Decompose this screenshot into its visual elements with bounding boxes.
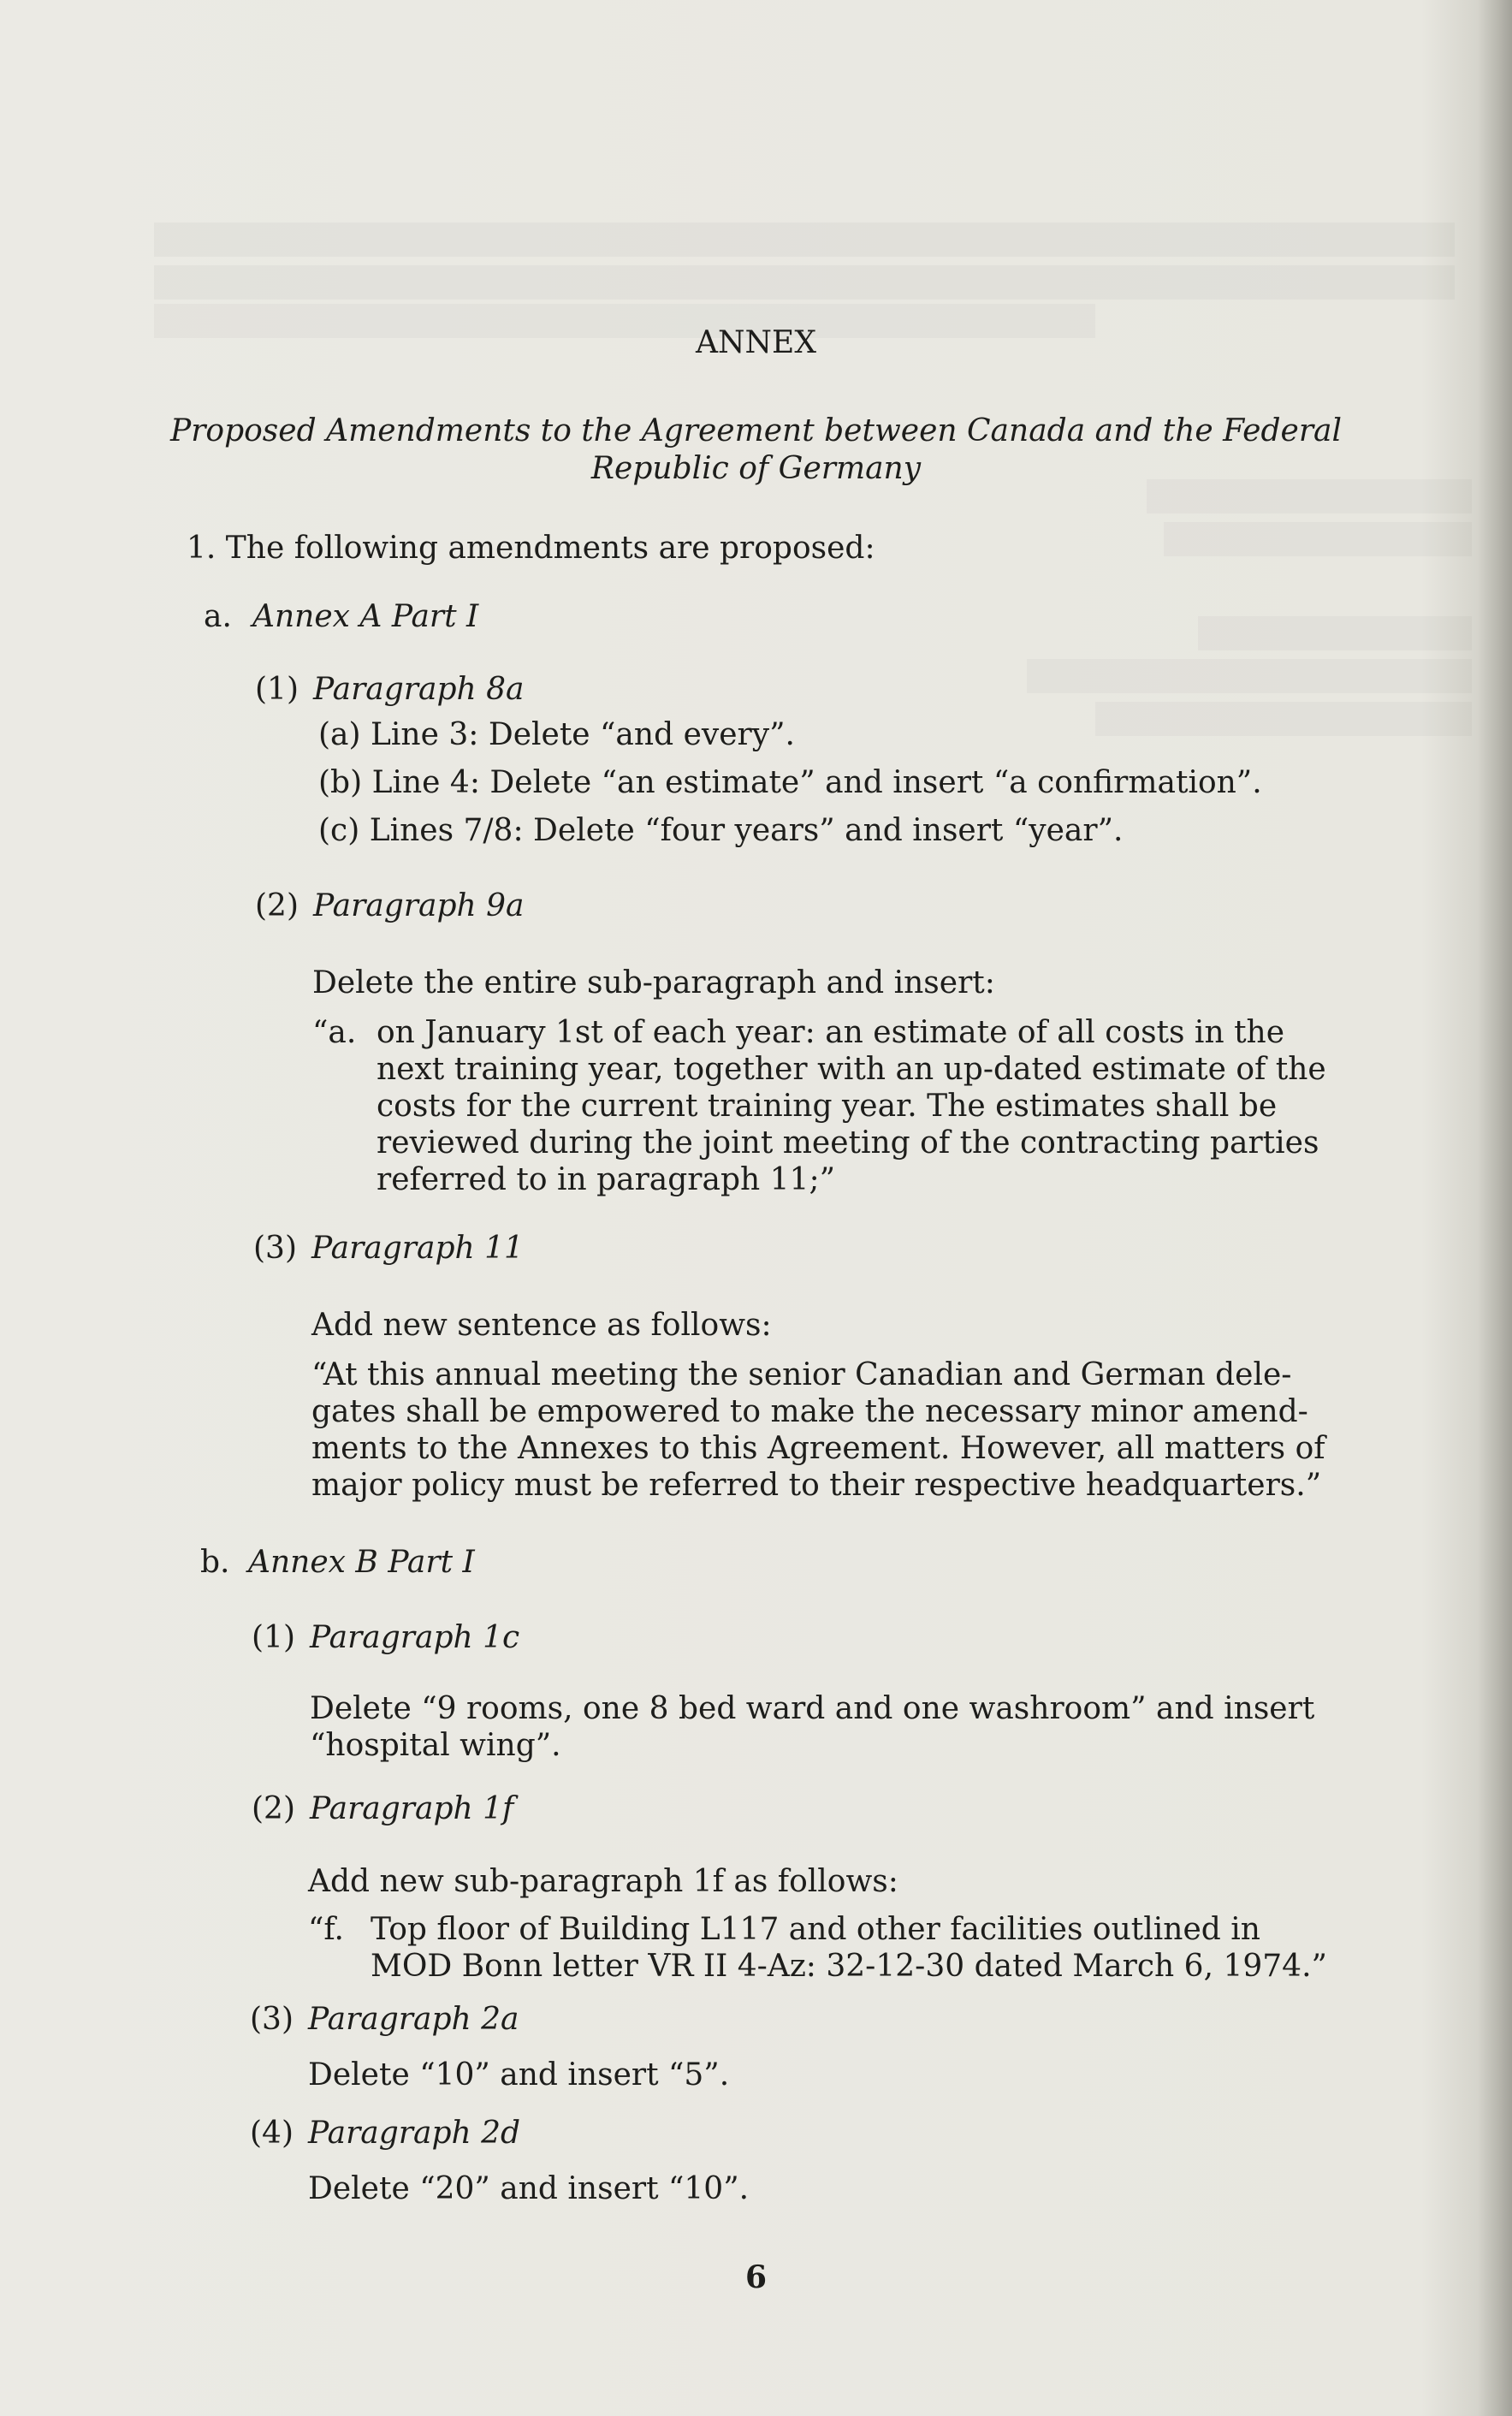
section-b-marker: b. [200,1545,230,1580]
a3-quote-line2: gates shall be empowered to make the necessary minor amend- [311,1394,1308,1429]
a3-instruction: Add new sentence as follows: [311,1308,772,1343]
a3-quote-line1: “At this annual meeting the senior Canadian and German dele- [311,1357,1292,1392]
a2-marker: (2) [255,888,299,923]
b2-title: Paragraph 1f [310,1791,514,1826]
a1-item-b: (b) Line 4: Delete “an estimate” and insert “a confirmation”. [318,765,1262,800]
a2-title: Paragraph 9a [313,888,525,923]
a1-title: Paragraph 8a [313,672,525,707]
a3-quote-line4: major policy must be referred to their respective headquarters.” [311,1468,1322,1503]
page-edge-shadow [1478,0,1512,2416]
page-number: 6 [744,2259,768,2295]
section-b-title: Annex B Part I [248,1545,475,1580]
a2-quote-line3: costs for the current training year. The estimates shall be [377,1089,1278,1124]
a3-marker: (3) [253,1231,297,1266]
a2-quote-line5: referred to in paragraph 11;” [377,1162,835,1197]
b1-marker: (1) [252,1620,295,1655]
b2-quote-line1: Top floor of Building L117 and other facilities outlined in [371,1912,1260,1947]
a1-marker: (1) [255,672,299,707]
b4-title: Paragraph 2d [308,2116,521,2151]
b2-marker: (2) [252,1791,295,1826]
b1-line2: “hospital wing”. [310,1728,561,1763]
b2-quote-marker: “f. [308,1912,344,1947]
a1-item-a: (a) Line 3: Delete “and every”. [318,717,795,752]
b1-title: Paragraph 1c [310,1620,520,1655]
b3-title: Paragraph 2a [308,2002,519,2037]
b3-marker: (3) [250,2002,294,2037]
a3-quote-line3: ments to the Annexes to this Agreement. However, all matters of [311,1431,1325,1466]
section-a-marker: a. [204,599,232,634]
a3-title: Paragraph 11 [311,1231,524,1266]
b2-quote-line2: MOD Bonn letter VR II 4-Az: 32-12-30 dated March 6, 1974.” [371,1949,1327,1984]
a2-quote-line2: next training year, together with an up-dated estimate of the [377,1052,1326,1087]
a2-quote-marker: “a. [312,1015,357,1050]
b3-text: Delete “10” and insert “5”. [308,2057,730,2092]
b2-instruction: Add new sub-paragraph 1f as follows: [308,1864,898,1899]
a2-quote-line4: reviewed during the joint meeting of the contracting parties [377,1125,1319,1161]
section-a-title: Annex A Part I [252,599,479,634]
annex-subtitle-line2: Republic of Germany [590,451,922,486]
a1-item-c: (c) Lines 7/8: Delete “four years” and insert “year”. [318,813,1124,848]
b4-text: Delete “20” and insert “10”. [308,2171,750,2206]
intro-paragraph: 1. The following amendments are proposed: [187,531,875,566]
b4-marker: (4) [250,2116,294,2151]
annex-heading: ANNEX [696,325,816,360]
b1-line1: Delete “9 rooms, one 8 bed ward and one washroom” and insert [310,1691,1315,1726]
a2-instruction: Delete the entire sub-paragraph and insert: [312,965,995,1000]
annex-subtitle-line1: Proposed Amendments to the Agreement between Canada and the Federal [169,413,1343,448]
a2-quote-line1: on January 1st of each year: an estimate of all costs in the [377,1015,1285,1050]
